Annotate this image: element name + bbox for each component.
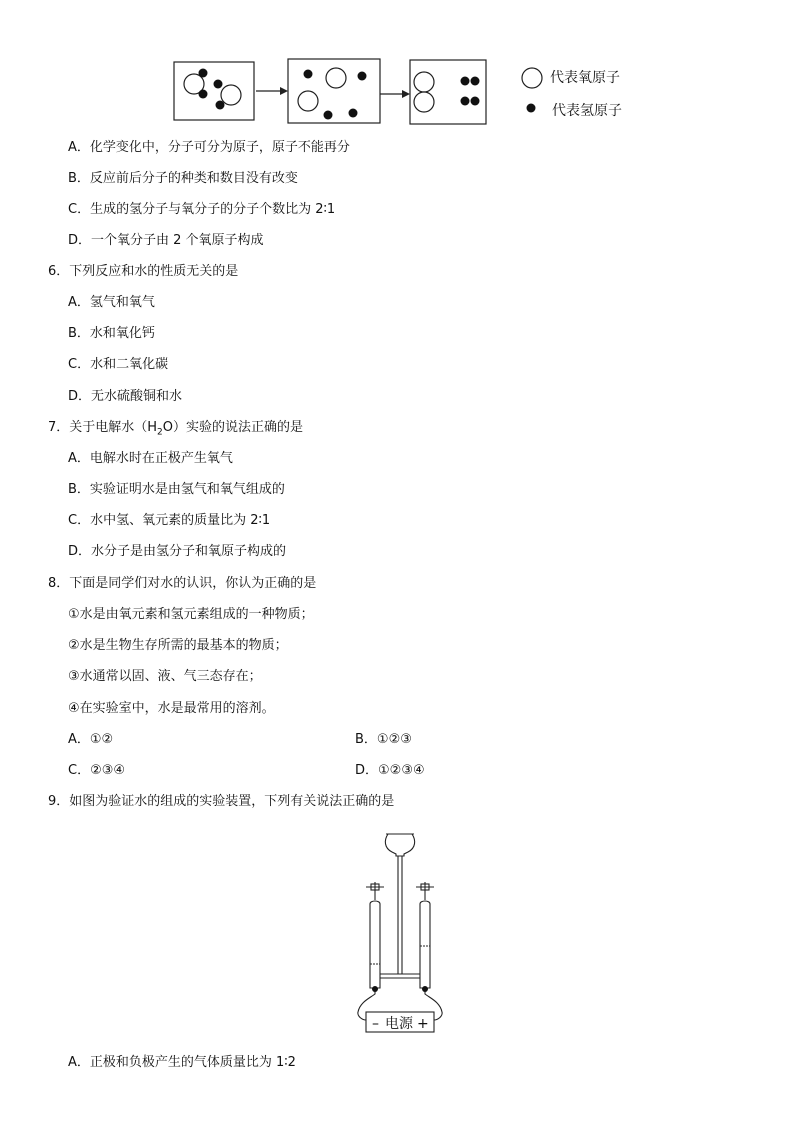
hydrogen-molecule-icon bbox=[471, 97, 480, 106]
subscript: 2 bbox=[157, 427, 163, 438]
q8-option-c: C．②③④ bbox=[68, 763, 126, 778]
q8-option-b: B．①②③ bbox=[355, 732, 412, 747]
hydrogen-atom-icon bbox=[199, 69, 208, 78]
q7-option-c: C．水中氢、氧元素的质量比为 2∶1 bbox=[68, 513, 271, 528]
oxygen-molecule-icon bbox=[414, 72, 434, 92]
legend-oxygen-icon bbox=[522, 68, 542, 88]
power-minus-label: – bbox=[372, 1016, 379, 1032]
q9-stem: 9．如图为验证水的组成的实验装置，下列有关说法正确的是 bbox=[48, 794, 395, 809]
q8-stem: 8．下面是同学们对水的认识，你认为正确的是 bbox=[48, 576, 317, 591]
legend-oxygen-label: 代表氧原子 bbox=[550, 70, 620, 86]
q8-option-d: D．①②③④ bbox=[355, 763, 425, 778]
hydrogen-atom-icon bbox=[304, 70, 313, 79]
q5-option-d: D．一个氧分子由 2 个氧原子构成 bbox=[68, 233, 264, 248]
electrolysis-apparatus bbox=[340, 826, 460, 1038]
q5-option-b: B．反应前后分子的种类和数目没有改变 bbox=[68, 171, 298, 186]
q8-statement-3: ③水通常以固、液、气三态存在； bbox=[68, 669, 262, 684]
q5-option-c: C．生成的氢分子与氧分子的分子个数比为 2∶1 bbox=[68, 202, 336, 217]
q8-statement-1: ①水是由氧元素和氢元素组成的一种物质； bbox=[68, 607, 314, 622]
q5-option-a: A．化学变化中，分子可分为原子，原子不能再分 bbox=[68, 140, 350, 155]
hydrogen-atom-icon bbox=[358, 72, 367, 81]
q6-option-c: C．水和二氧化碳 bbox=[68, 357, 169, 372]
hydrogen-atom-icon bbox=[349, 109, 358, 118]
q7-option-b: B．实验证明水是由氢气和氧气组成的 bbox=[68, 482, 285, 497]
oxygen-atom-icon bbox=[298, 91, 318, 111]
q7-option-a: A．电解水时在正极产生氧气 bbox=[68, 451, 233, 466]
oxygen-molecule-icon bbox=[414, 92, 434, 112]
arrow-head bbox=[402, 90, 410, 98]
right-gas-tube bbox=[420, 901, 430, 988]
q6-stem: 6．下列反应和水的性质无关的是 bbox=[48, 264, 239, 279]
q6-option-b: B．水和氧化钙 bbox=[68, 326, 155, 341]
q7-option-d: D．水分子是由氢分子和氧原子构成的 bbox=[68, 544, 287, 559]
hydrogen-atom-icon bbox=[216, 101, 225, 110]
q8-option-a: A．①② bbox=[68, 732, 114, 747]
hydrogen-atom-icon bbox=[324, 111, 333, 120]
hydrogen-molecule-icon bbox=[471, 77, 480, 86]
legend-hydrogen-label: 代表氢原子 bbox=[552, 103, 622, 119]
before-reaction-box bbox=[174, 62, 254, 120]
q7-stem: 7．关于电解水$(H_2O)$实验的说法正确的是 bbox=[48, 420, 304, 438]
q8-statement-2: ②水是生物生存所需的最基本的物质； bbox=[68, 638, 288, 653]
oxygen-atom-icon bbox=[326, 68, 346, 88]
hydrogen-molecule-icon bbox=[461, 77, 470, 86]
oxygen-atom-icon bbox=[221, 85, 241, 105]
reservoir-funnel bbox=[385, 834, 414, 856]
q6-option-d: D．无水硫酸铜和水 bbox=[68, 389, 183, 404]
legend-hydrogen-icon bbox=[527, 104, 536, 113]
power-supply-label: 电源 bbox=[385, 1016, 413, 1032]
hydrogen-molecule-icon bbox=[461, 97, 470, 106]
q6-option-a: A．氢气和氧气 bbox=[68, 295, 155, 310]
hydrogen-atom-icon bbox=[199, 90, 208, 99]
hydrogen-atom-icon bbox=[214, 80, 223, 89]
left-gas-tube bbox=[370, 901, 380, 988]
q9-option-a: A．正极和负极产生的气体质量比为 1∶2 bbox=[68, 1055, 296, 1070]
power-plus-label: + bbox=[417, 1016, 429, 1032]
q8-statement-4: ④在实验室中，水是最常用的溶剂。 bbox=[68, 701, 275, 716]
arrow-head bbox=[280, 87, 288, 95]
